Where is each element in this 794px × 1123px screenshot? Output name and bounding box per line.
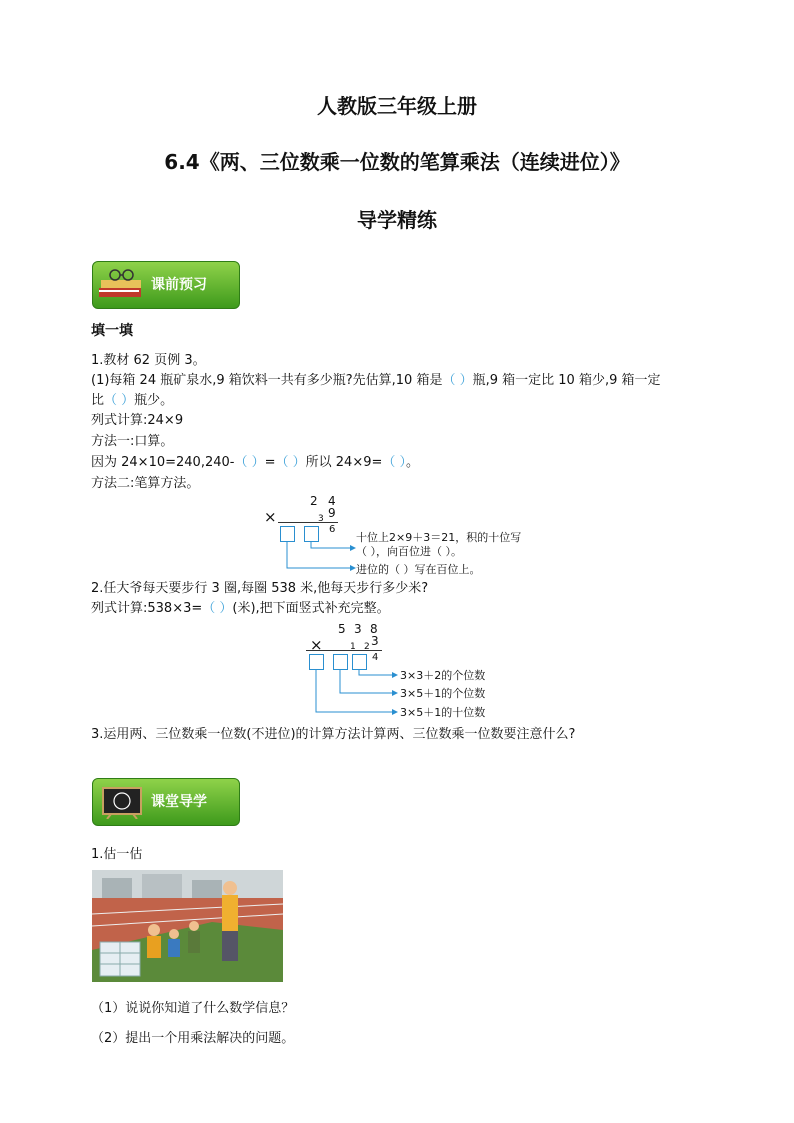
illustration-image [92,870,283,982]
digit: 2 [310,494,318,508]
q1-part1-line1: (1)每箱 24 瓶矿泉水,9 箱饮料一共有多少瓶?先估算,10 箱是（ ）瓶,9 箱一定比 10 箱少,9 箱一定 [91,373,661,388]
annotation: （ ），向百位进（ ）。 [356,545,462,558]
q1-formula: 列式计算:24×9 [91,413,184,428]
result-ones: 4 [372,652,379,663]
annotation: 3×5＋1的十位数 [400,706,486,719]
result-ones: 6 [329,524,336,535]
times-sign: × [310,636,323,654]
answer-blank[interactable]: （ ） [442,373,473,388]
schoolyard-illustration [92,870,283,982]
answer-blank[interactable]: （ ） [234,455,265,470]
q1-because: 因为 24×10=240,240-（ ）=（ ）所以 24×9=（ ）。 [91,455,420,470]
vertical-calc-538x3 [300,622,540,722]
digit: 9 [328,506,336,520]
annotation: 3×5＋1的个位数 [400,687,486,700]
digit: 3 [371,634,379,648]
q1-method2: 方法二:笔算方法。 [91,476,200,491]
answer-blank[interactable]: （ ） [275,455,306,470]
annotation: 3×3＋2的个位数 [400,669,486,682]
annotation: 进位的（ ）写在百位上。 [356,563,481,576]
answer-blank[interactable]: （ ） [382,455,407,470]
banner-label: 课前预习 [151,277,207,293]
section-banner-preview [92,261,240,309]
q1-method1: 方法一:口算。 [91,434,174,449]
doc-subtitle: 导学精练 [357,208,437,232]
carry-digit: 2 [364,642,370,652]
q1-part1-line2: 比（ ）瓶少。 [91,393,174,408]
section-banner-classroom [92,778,240,826]
doc-title: 人教版三年级上册 [317,94,477,118]
answer-blank[interactable]: （ ） [202,601,233,616]
lesson-title: 6.4《两、三位数乘一位数的笔算乘法（连续进位）》 [164,150,630,174]
blackboard-icon [97,785,147,819]
vertical-calc-24x9 [258,494,548,574]
answer-blank[interactable]: （ ） [104,393,135,408]
q1-title: 1.教材 62 页例 3。 [91,353,206,368]
annotation: 十位上2×9＋3＝21，积的十位写 [356,531,522,544]
banner-label: 课堂导学 [151,794,207,810]
q2-formula: 列式计算:538×3=（ ）(米),把下面竖式补充完整。 [91,601,390,616]
sub-question-1: （1）说说你知道了什么数学信息？ [91,1001,295,1016]
times-sign: × [264,508,277,526]
digit: 5 [338,622,346,636]
carry-digit: 1 [350,642,356,652]
digit: 8 [370,622,378,636]
section-heading: 填一填 [91,323,133,339]
carry-digit: 3 [318,514,324,524]
q2-title: 2.任大爷每天要步行 3 圈,每圈 538 米,他每天步行多少米? [91,581,429,596]
sub-question-2: （2）提出一个用乘法解决的问题。 [91,1031,295,1046]
estimate-title: 1.估一估 [91,847,143,862]
q3-text: 3.运用两、三位数乘一位数(不进位)的计算方法计算两、三位数乘一位数要注意什么? [91,727,576,742]
digit: 4 [328,494,336,508]
digit: 3 [354,622,362,636]
books-icon [97,268,147,302]
